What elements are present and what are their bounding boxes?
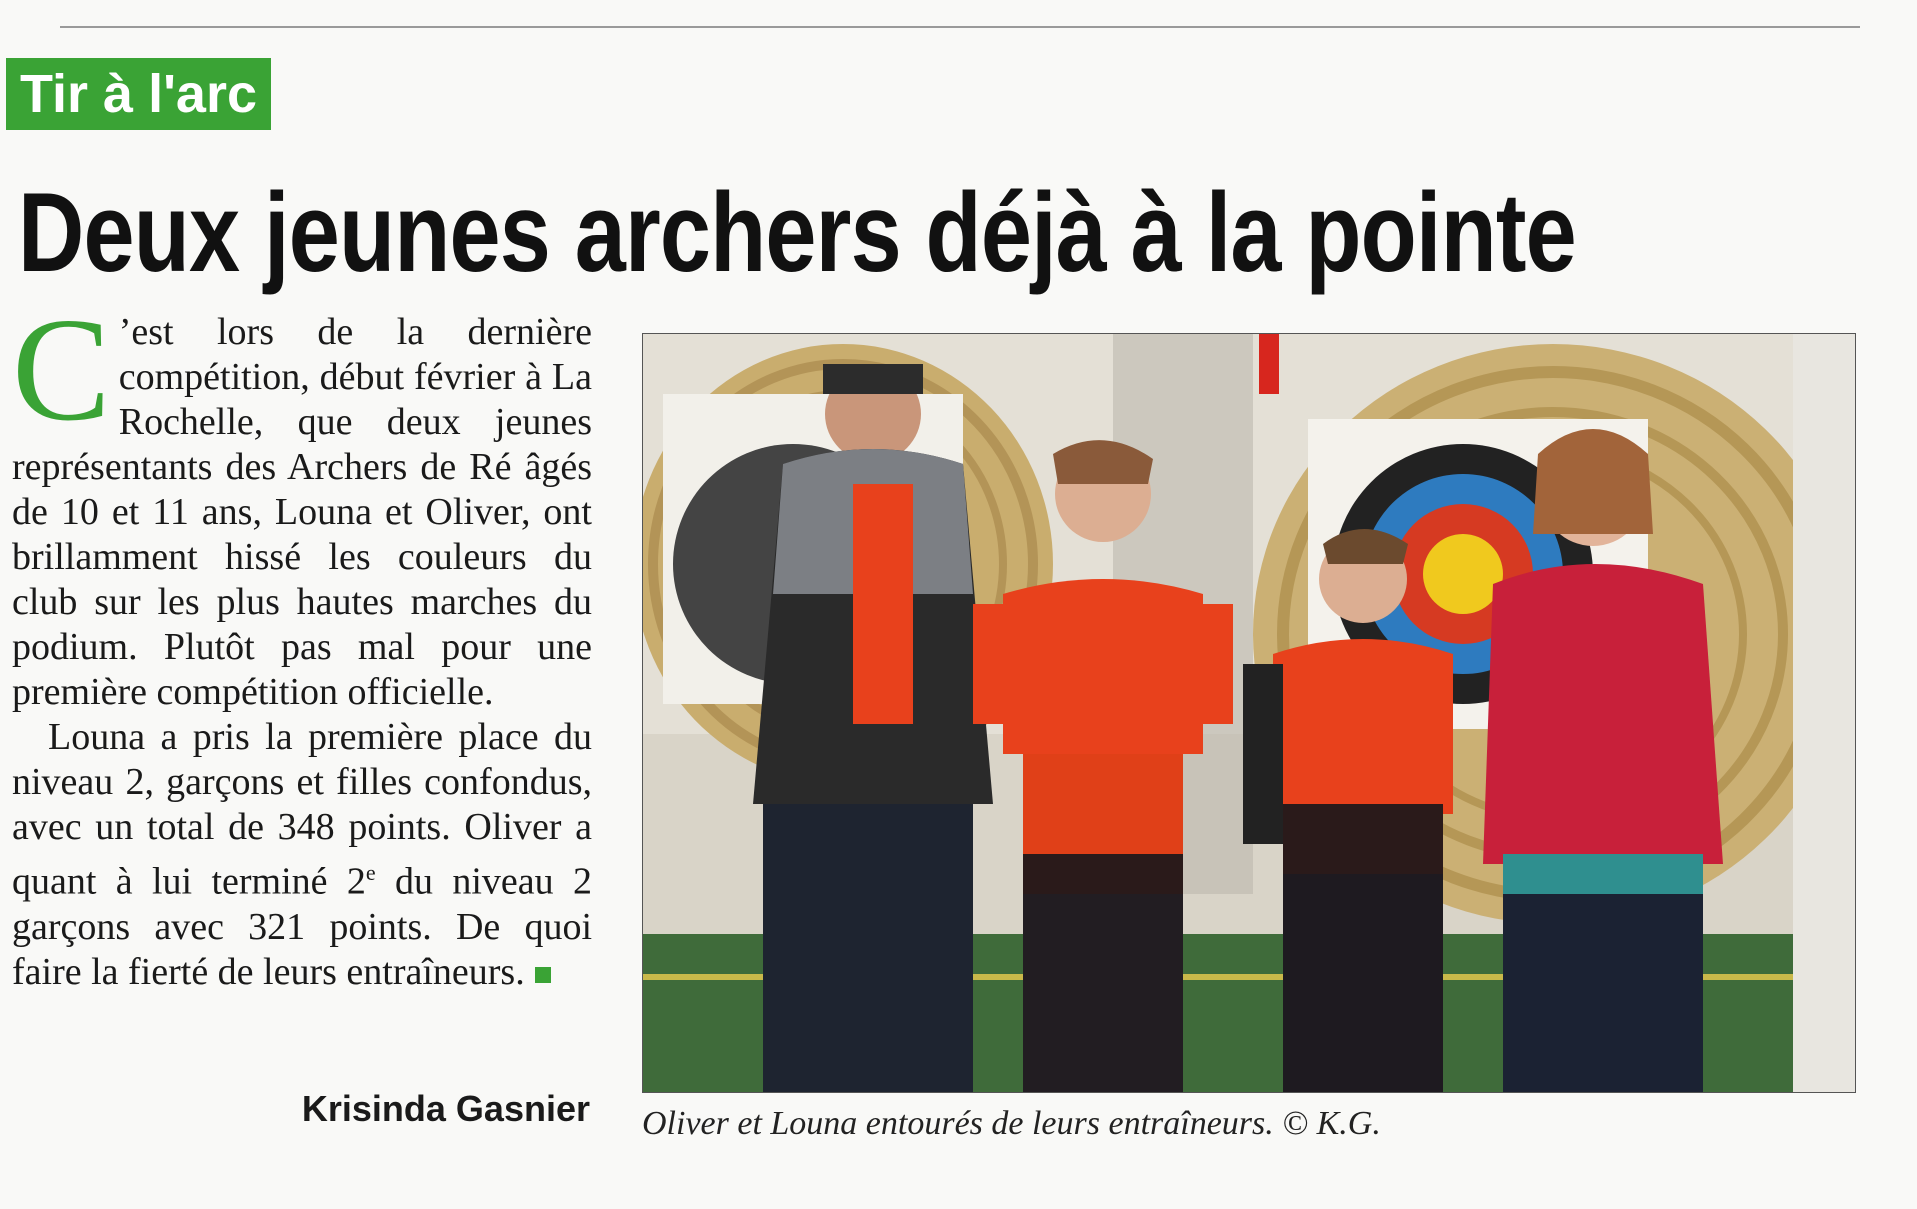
top-rule bbox=[60, 26, 1860, 28]
paragraph-1-text: ’est lors de la dernière compétition, début février à La Rochelle, que deux jeunes représentants des Archers de Ré âgés de 10 et 11 ans, Louna et Oliver, ont brillamment hissé les couleurs du club sur les plus hautes marches du podium. Plutôt pas mal pour une première compétition officielle. bbox=[12, 311, 592, 713]
article-paragraph-2 bbox=[12, 715, 592, 995]
byline: Krisinda Gasnier bbox=[301, 1088, 590, 1129]
article-photo bbox=[642, 333, 1856, 1093]
article-body bbox=[12, 288, 593, 995]
headline: Deux jeunes archers déjà à la pointe bbox=[18, 170, 1576, 295]
photo-caption: Oliver et Louna entourés de leurs entraîneurs. © K.G. bbox=[642, 1105, 1381, 1142]
section-rubric: Tir à l'arc bbox=[6, 58, 271, 130]
photo-illustration bbox=[643, 334, 1855, 1092]
drop-cap: C bbox=[12, 288, 111, 452]
paragraph-2-text: Louna a pris la première place du niveau 2, garçons et filles confondus, avec un total de 348 points. Oliver a quant à lui terminé 2 bbox=[12, 716, 592, 903]
end-of-article-square-icon bbox=[535, 967, 551, 983]
article-paragraph-1 bbox=[12, 288, 592, 715]
paragraph-2-end-text: du niveau 2 garçons avec 321 points. De quoi faire la fierté de leurs entraîneurs. bbox=[12, 860, 593, 993]
ordinal-superscript: e bbox=[365, 860, 376, 885]
